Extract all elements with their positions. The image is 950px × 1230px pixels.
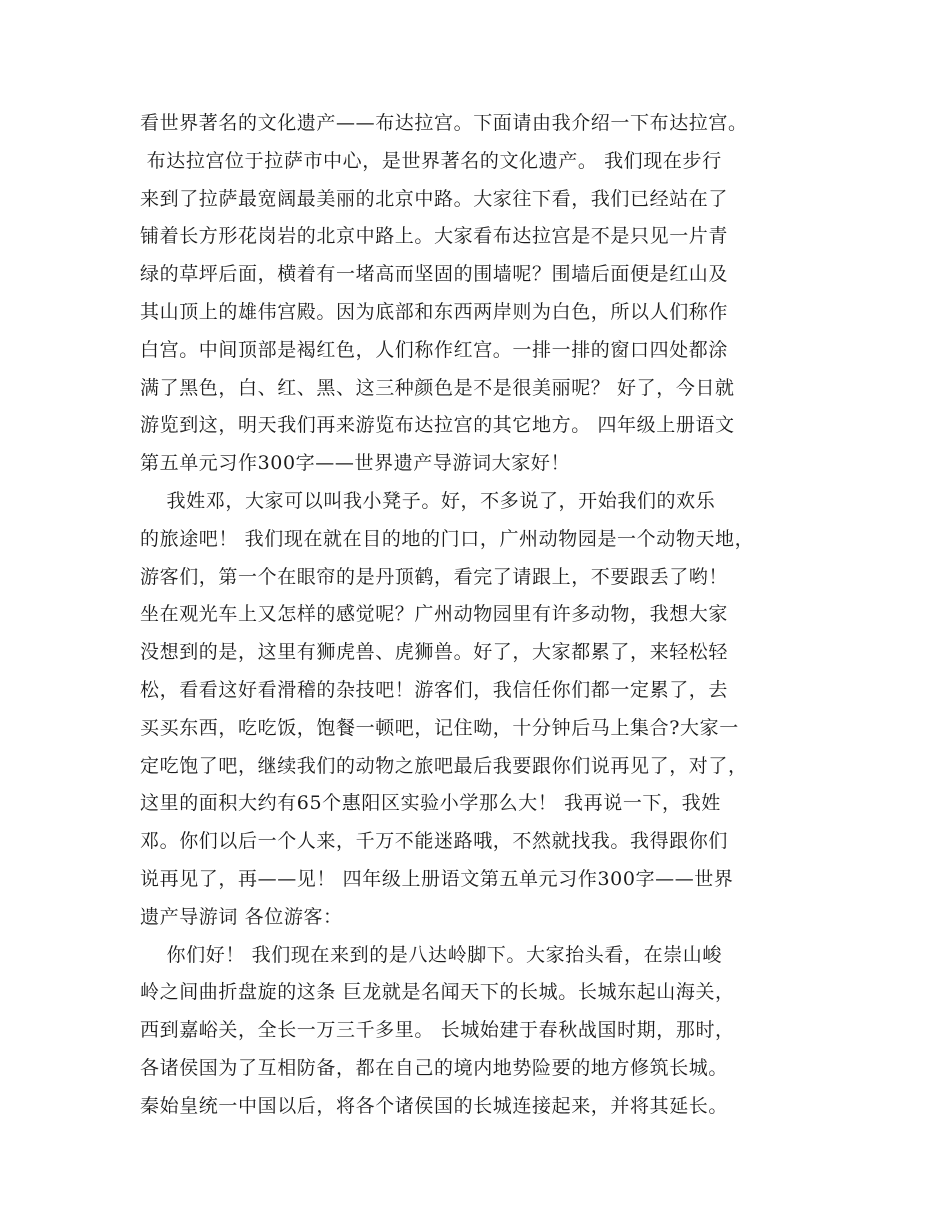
text-line: 绿的草坪后面，横着有一堵高而坚固的围墙呢？围墙后面便是红山及 [140,263,729,286]
text-line: 其山顶上的雄伟宫殿。因为底部和东西两岸则为白色，所以人们称作 [140,300,729,323]
text-line: 西到嘉峪关，全长一万三千多里。 长城始建于春秋战国时期，那时， [140,1019,735,1042]
text-line: 松，看看这好看滑稽的杂技吧！游客们，我信任你们都一定累了，去 [140,678,729,701]
text-line: 定吃饱了吧，继续我们的动物之旅吧最后我要跟你们说再见了，对了， [140,754,748,777]
text-line: 白宫。中间顶部是褐红色，人们称作红宫。一排一排的窗口四处都涂 [140,338,729,361]
text-line: 岭之间曲折盘旋的这条 巨龙就是名闻天下的长城。长城东起山海关， [140,981,735,1004]
text-line: 买买东西，吃吃饭，饱餐一顿吧，记住呦，十分钟后马上集合?大家一 [140,716,739,739]
text-line: 游览到这，明天我们再来游览布达拉宫的其它地方。 四年级上册语文 [140,414,735,437]
text-line: 这里的面积大约有65个惠阳区实验小学那么大！ 我再说一下，我姓 [140,792,721,815]
body-text [140,105,820,1126]
text-line: 游客们，第一个在眼帘的是丹顶鹤，看完了请跟上，不要跟丢了哟！ [140,565,729,588]
text-line: 满了黑色，白、红、黑、这三种颜色是不是很美丽呢？ 好了，今日就 [140,376,735,399]
text-line: 说再见了，再——见！ 四年级上册语文第五单元习作300字——世界 [140,867,734,890]
text-line: 你们好！ 我们现在来到的是八达岭脚下。大家抬头看，在崇山峻 [140,943,722,966]
text-line: 布达拉宫位于拉萨市中心，是世界著名的文化遗产。 我们现在步行 [140,149,722,172]
text-line: 各诸侯国为了互相防备，都在自己的境内地势险要的地方修筑长城。 [140,1056,729,1079]
text-line: 看世界著名的文化遗产——布达拉宫。下面请由我介绍一下布达拉宫。 [140,112,748,134]
text-line: 第五单元习作300字——世界遗产导游词大家好！ [140,452,571,475]
text-line: 秦始皇统一中国以后，将各个诸侯国的长城连接起来，并将其延长。 [140,1094,729,1117]
text-line: 来到了拉萨最宽阔最美丽的北京中路。大家往下看，我们已经站在了 [140,187,729,210]
text-line: 我姓邓，大家可以叫我小凳子。好，不多说了，开始我们的欢乐 [140,489,716,512]
text-line: 铺着长方形花岗岩的北京中路上。大家看布达拉宫是不是只见一片青 [140,225,729,248]
text-line: 坐在观光车上又怎样的感觉呢？广州动物园里有许多动物，我想大家 [140,603,729,626]
text-line: 没想到的是，这里有狮虎兽、虎狮兽。好了，大家都累了，来轻松轻 [140,641,729,664]
text-line: 的旅途吧！ 我们现在就在目的地的门口，广州动物园是一个动物天地， [140,527,755,550]
text-line: 遗产导游词 各位游客： [140,905,343,928]
text-line: 邓。你们以后一个人来，千万不能迷路哦，不然就找我。我得跟你们 [140,830,729,853]
